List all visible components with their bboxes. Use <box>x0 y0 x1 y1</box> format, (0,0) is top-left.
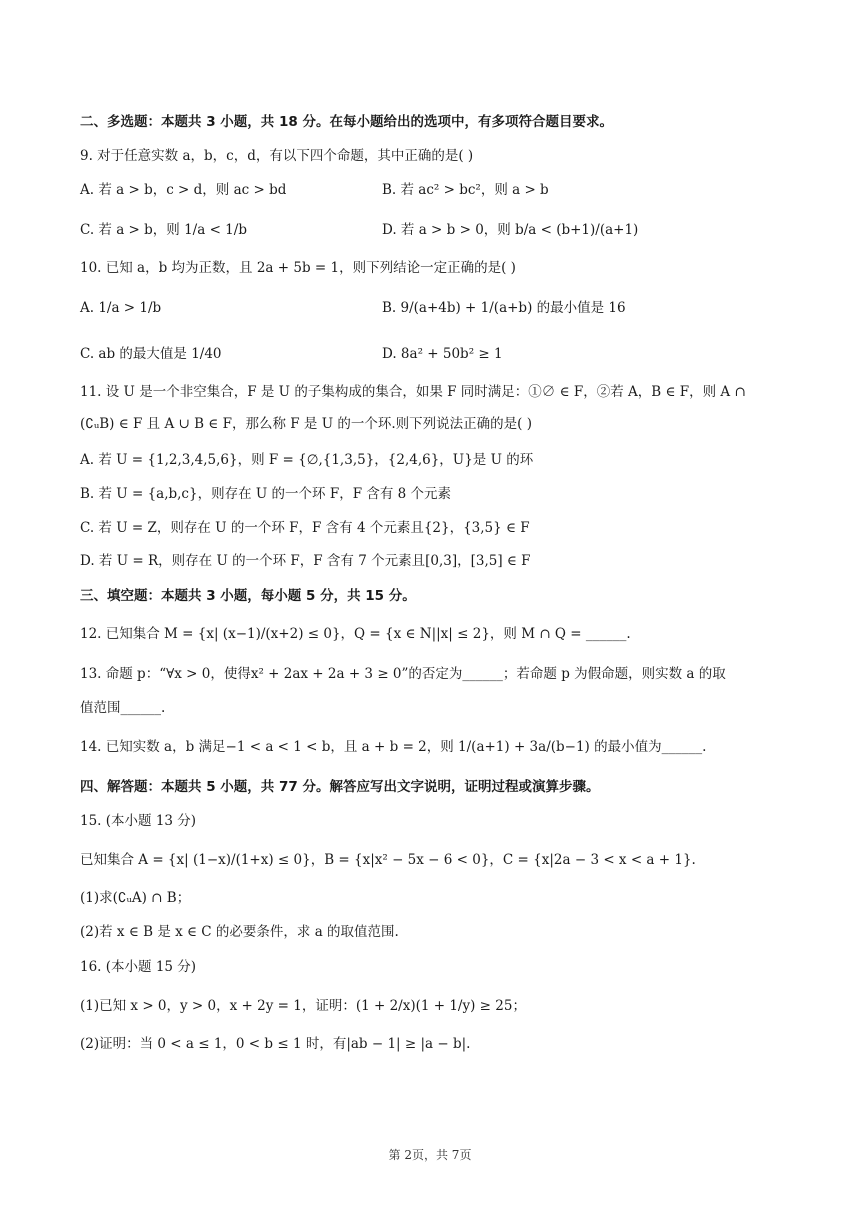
question-9-option-a: A. 若 a > b，c > d，则 ac > bd <box>80 182 287 198</box>
question-16-title: 16. (本小题 15 分) <box>80 959 197 975</box>
question-11-option-d: D. 若 U = R，则存在 U 的一个环 F，F 含有 7 个元素且[0,3]，[3,5] ∈ F <box>80 553 531 569</box>
question-15-part1: (1)求(∁ᵤA) ∩ B； <box>80 890 191 906</box>
question-15-given: 已知集合 A = {x| (1−x)/(1+x) ≤ 0}，B = {x|x² − 5x − 6 < 0}，C = {x|2a − 3 < x < a + 1}. <box>80 852 696 868</box>
section-heading-fill-in: 三、填空题：本题共 3 小题，每小题 5 分，共 15 分。 <box>80 588 416 604</box>
question-11-option-a: A. 若 U = {1,2,3,4,5,6}，则 F = {∅,{1,3,5}，{2,4,6}，U}是 U 的环 <box>80 452 534 468</box>
question-10-stem: 10. 已知 a，b 均为正数，且 2a + 5b = 1，则下列结论一定正确的是( ) <box>80 260 516 276</box>
question-9-option-b: B. 若 ac² > bc²，则 a > b <box>382 182 549 198</box>
question-11-stem-line1: 11. 设 U 是一个非空集合，F 是 U 的子集构成的集合，如果 F 同时满足：①∅ ∈ F，②若 A，B ∈ F，则 A ∩ <box>80 384 746 400</box>
question-10-option-a: A. 1/a > 1/b <box>80 300 162 316</box>
question-16-part1: (1)已知 x > 0，y > 0，x + 2y = 1，证明：(1 + 2/x)(1 + 1/y) ≥ 25； <box>80 998 526 1014</box>
section-heading-solutions: 四、解答题：本题共 5 小题，共 77 分。解答应写出文字说明，证明过程或演算步骤。 <box>80 779 600 795</box>
question-11-option-b: B. 若 U = {a,b,c}，则存在 U 的一个环 F，F 含有 8 个元素 <box>80 486 452 502</box>
question-11-option-c: C. 若 U = Z，则存在 U 的一个环 F，F 含有 4 个元素且{2}，{3,5} ∈ F <box>80 520 530 536</box>
question-13-line1: 13. 命题 p：“∀x > 0，使得x² + 2ax + 2a + 3 ≥ 0”的否定为______；若命题 p 为假命题，则实数 a 的取 <box>80 666 726 682</box>
question-15-part2: (2)若 x ∈ B 是 x ∈ C 的必要条件，求 a 的取值范围. <box>80 924 399 940</box>
question-14: 14. 已知实数 a，b 满足−1 < a < 1 < b，且 a + b = 2，则 1/(a+1) + 3a/(b−1) 的最小值为______. <box>80 739 707 755</box>
question-11-stem-line2: (∁ᵤB) ∈ F 且 A ∪ B ∈ F，那么称 F 是 U 的一个环.则下列说法正确的是( ) <box>80 416 532 432</box>
page-footer: 第 2页，共 7页 <box>388 1148 472 1162</box>
question-10-option-b: B. 9/(a+4b) + 1/(a+b) 的最小值是 16 <box>382 300 626 316</box>
question-9-option-c: C. 若 a > b，则 1/a < 1/b <box>80 222 247 238</box>
question-9-option-d: D. 若 a > b > 0，则 b/a < (b+1)/(a+1) <box>382 222 639 238</box>
question-16-part2: (2)证明：当 0 < a ≤ 1，0 < b ≤ 1 时，有|ab − 1| ≥ |a − b|. <box>80 1036 471 1052</box>
question-15-title: 15. (本小题 13 分) <box>80 813 197 829</box>
question-12: 12. 已知集合 M = {x| (x−1)/(x+2) ≤ 0}，Q = {x ∈ N||x| ≤ 2}，则 M ∩ Q = ______. <box>80 626 631 642</box>
section-heading-multiple-choice: 二、多选题：本题共 3 小题，共 18 分。在每小题给出的选项中，有多项符合题目要求。 <box>80 114 613 130</box>
question-10-option-c: C. ab 的最大值是 1/40 <box>80 346 222 362</box>
question-10-option-d: D. 8a² + 50b² ≥ 1 <box>382 346 503 362</box>
question-13-line2: 值范围______. <box>80 700 166 716</box>
question-9-stem: 9. 对于任意实数 a，b，c，d，有以下四个命题，其中正确的是( ) <box>80 148 474 164</box>
